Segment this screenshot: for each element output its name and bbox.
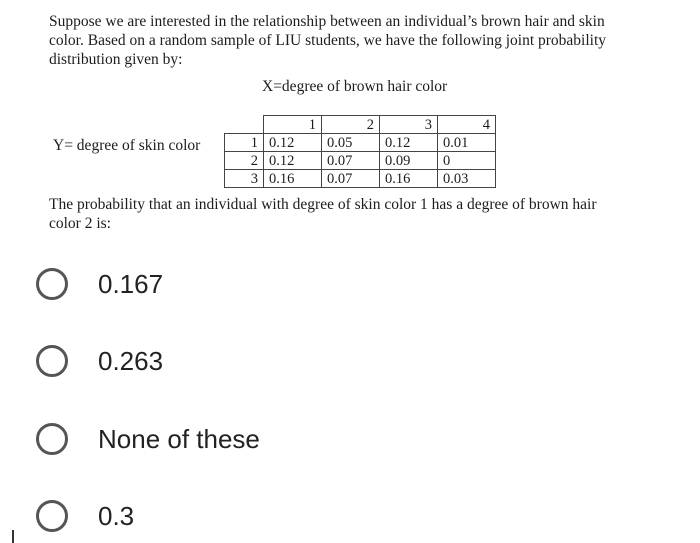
y-axis-label: Y= degree of skin color (53, 137, 201, 154)
table-cell: 0 (438, 152, 496, 170)
col-header-4: 4 (438, 116, 496, 134)
col-header-1: 1 (264, 116, 322, 134)
table-row (225, 152, 496, 170)
table-cell: 0.09 (380, 152, 438, 170)
option-label: None of these (98, 423, 260, 454)
row-header-1: 1 (225, 134, 264, 152)
table-cell: 0.16 (264, 170, 322, 188)
table-cell: 0.12 (264, 134, 322, 152)
table-header-row (225, 116, 496, 134)
radio-circle-icon[interactable] (36, 345, 68, 377)
table-corner (225, 116, 264, 134)
radio-circle-icon[interactable] (36, 423, 68, 455)
table-cell: 0.12 (264, 152, 322, 170)
answer-option-3[interactable] (36, 419, 260, 459)
answer-option-4[interactable] (36, 496, 134, 536)
table-cell: 0.12 (380, 134, 438, 152)
joint-probability-table (224, 115, 496, 188)
radio-circle-icon[interactable] (36, 500, 68, 532)
col-header-3: 3 (380, 116, 438, 134)
answer-option-2[interactable] (36, 341, 163, 381)
table-cell: 0.07 (322, 170, 380, 188)
col-header-2: 2 (322, 116, 380, 134)
option-label: 0.263 (98, 345, 164, 376)
table-cell: 0.07 (322, 152, 380, 170)
table-row (225, 170, 496, 188)
table-cell: 0.05 (322, 134, 380, 152)
row-header-2: 2 (225, 152, 264, 170)
row-header-3: 3 (225, 170, 264, 188)
option-label: 0.3 (98, 500, 135, 531)
table-cell: 0.01 (438, 134, 496, 152)
prompt-text: The probability that an individual with degree of skin color 1 has a degree of brown hair color 2 is: (49, 196, 597, 232)
table-cell: 0.03 (438, 170, 496, 188)
answer-option-1[interactable] (36, 264, 163, 304)
edge-divider (12, 530, 14, 543)
option-label: 0.167 (98, 268, 164, 299)
x-axis-label: X=degree of brown hair color (262, 78, 448, 95)
table-cell: 0.16 (380, 170, 438, 188)
table-row (225, 134, 496, 152)
question-text: Suppose we are interested in the relationship between an individual’s brown hair and skin color. Based on a random sample of LIU students, we have the following joint probability distribution given by: (49, 13, 607, 68)
radio-circle-icon[interactable] (36, 268, 68, 300)
